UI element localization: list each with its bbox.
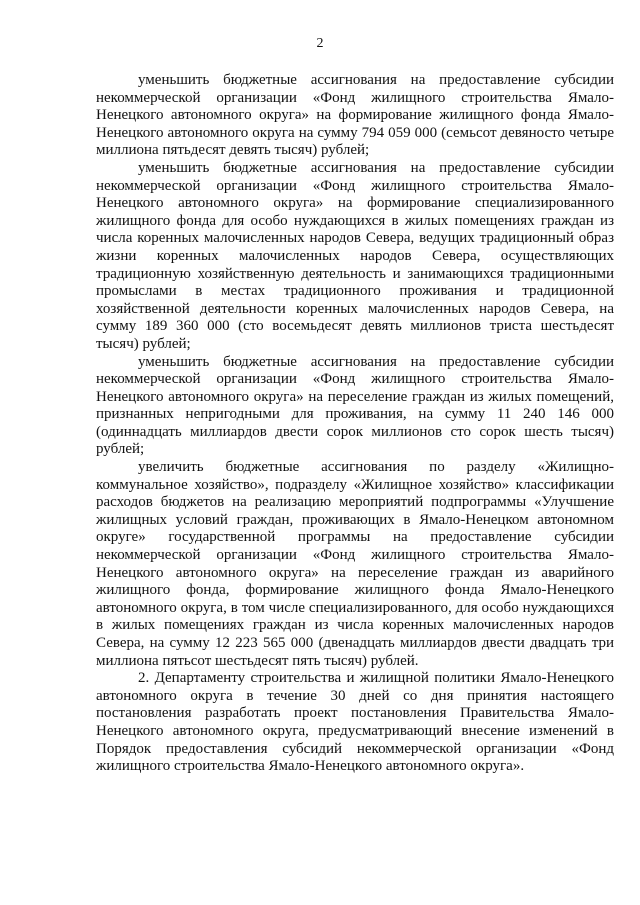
- paragraph-reduce-housing-fund: уменьшить бюджетные ассигнования на предоставление субсидии некоммерческой организации «Фонд жилищного строительства Ямало-Ненецкого автономного округа» на формирование жилищного фонда Ямало-Ненецкого автономного округа на сумму 794 059 000 (семьсот девяносто четыре миллиона пятьдесят девять тысяч) рублей;: [96, 72, 614, 159]
- paragraph-reduce-specialized-fund: уменьшить бюджетные ассигнования на предоставление субсидии некоммерческой организации «Фонд жилищного строительства Ямало-Ненецкого автономного округа» на формирование специализированного жилищного фонда для особо нуждающихся в жилых помещениях граждан из числа коренных малочисленных народов Севера, ведущих традиционный образ жизни коренных малочисленных народов Севера, осуществляющих традиционную хозяйственную деятельность и занимающихся традиционными промыслами в местах традиционного проживания и традиционной хозяйственной деятельности коренных малочисленных народов Севера, на сумму 189 360 000 (сто восемьдесят девять миллионов триста шестьдесят тысяч) рублей;: [96, 159, 614, 352]
- page-number: 2: [316, 36, 324, 51]
- paragraph-item-2-department-order: 2. Департаменту строительства и жилищной политики Ямало-Ненецкого автономного округа в течение 30 дней со дня принятия настоящего постановления разработать проект постановления Правительства Ямало-Ненецкого автономного округа, предусматривающий внесение изменений в Порядок предоставления субсидий некоммерческой организации «Фонд жилищного строительства Ямало-Ненецкого автономного округа».: [96, 670, 614, 775]
- paragraph-reduce-resettlement-unfit: уменьшить бюджетные ассигнования на предоставление субсидии некоммерческой организации «Фонд жилищного строительства Ямало-Ненецкого автономного округа» на переселение граждан из жилых помещений, признанных непригодными для проживания, на сумму 11 240 146 000 (одиннадцать миллиардов двести сорок миллионов сто сорок шесть тысяч) рублей;: [96, 353, 614, 458]
- paragraph-increase-allocations: увеличить бюджетные ассигнования по разделу «Жилищно-коммунальное хозяйство», подразделу «Жилищное хозяйство» классификации расходов бюджетов на реализацию мероприятий подпрограммы «Улучшение жилищных условий граждан, проживающих в Ямало-Ненецком автономном округе» государственной программы на предоставление субсидии некоммерческой организации «Фонд жилищного строительства Ямало-Ненецкого автономного округа» на переселение граждан из аварийного жилищного фонда, формирование жилищного фонда Ямало-Ненецкого автономного округа, в том числе специализированного, для особо нуждающихся в жилых помещениях граждан из числа коренных малочисленных народов Севера, на сумму 12 223 565 000 (двенадцать миллиардов двести двадцать три миллиона пятьсот шестьдесят пять тысяч) рублей.: [96, 459, 614, 669]
- document-body: [96, 72, 614, 776]
